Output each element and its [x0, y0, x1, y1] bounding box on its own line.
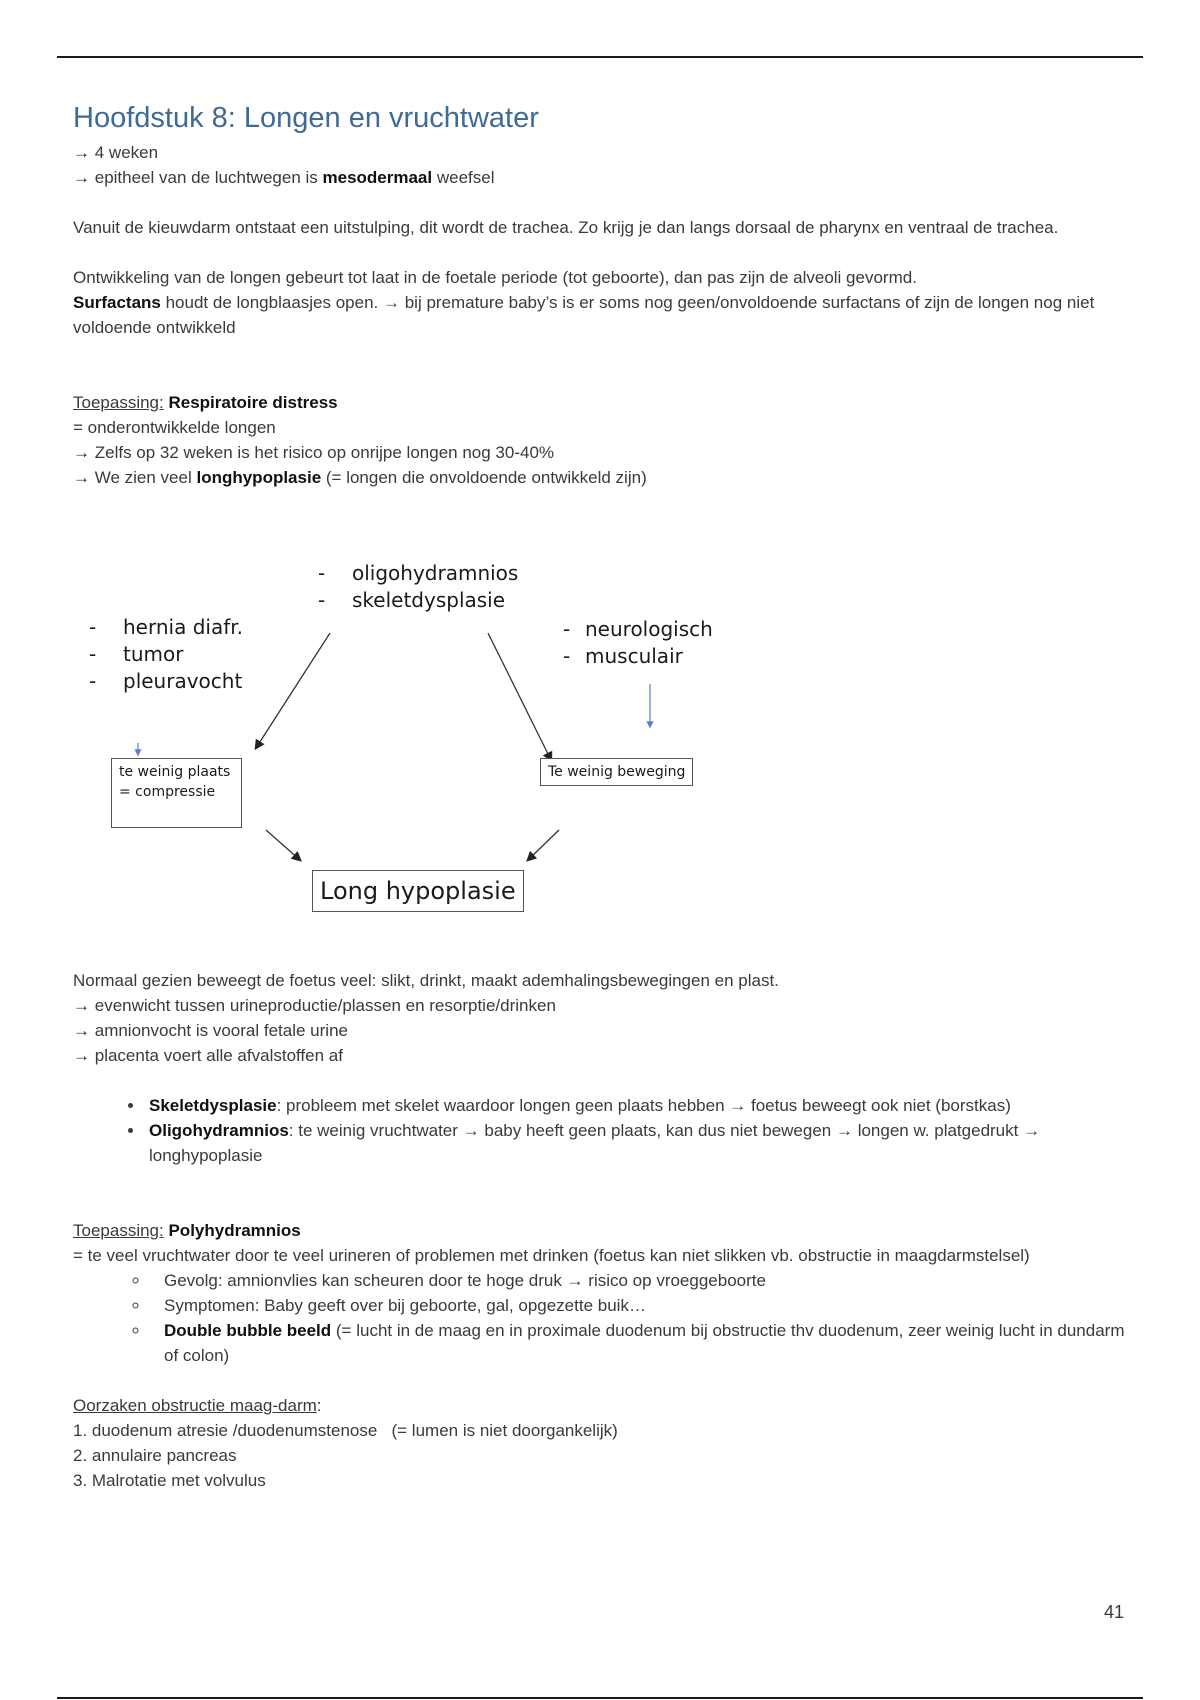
foetus-arrow-2: → amnionvocht is vooral fetale urine [73, 1021, 348, 1040]
box-te-weinig-beweging: Te weinig beweging [540, 758, 693, 786]
footer-rule [57, 1697, 1143, 1699]
list-item: ◦ Gevolg: amnionvlies kan scheuren door te hoge druk → risico op vroeggeboorte [150, 1268, 1133, 1293]
chapter-title: Hoofdstuk 8: Longen en vruchtwater [73, 102, 539, 134]
paragraph-surfactans: Surfactans houdt de longblaasjes open. → bij premature baby’s is er soms nog geen/onvoldoende surfactans of zijn de longen nog niet voldoende ontwikkeld [73, 293, 1095, 337]
arrow-top-to-left [256, 633, 330, 748]
header-rule [57, 56, 1143, 58]
application-heading-respiratoire: Toepassing: Respiratoire distress [73, 393, 338, 412]
intro-arrow-1: → 4 weken [73, 143, 159, 162]
diagram-top-item: - oligohydramnios [318, 561, 519, 585]
arrow-icon: → [73, 1021, 90, 1040]
arrow-icon: → [73, 168, 90, 187]
application-definition: = onderontwikkelde longen [73, 418, 276, 437]
diagram-left-item: - hernia diafr. [89, 615, 243, 639]
arrow-left-box-to-bottom [266, 830, 300, 860]
diagram-right-item: - musculair [563, 644, 683, 668]
page-number: 41 [1104, 1602, 1125, 1622]
application-arrow-2: → We zien veel longhypoplasie (= longen die onvoldoende ontwikkeld zijn) [73, 468, 647, 487]
paragraph-foetus-beweegt: Normaal gezien beweegt de foetus veel: slikt, drinkt, maakt ademhalingsbewegingen en plast. [73, 971, 779, 990]
arrow-icon: → [73, 468, 90, 487]
arrow-icon: → [73, 443, 90, 462]
box-long-hypoplasie: Long hypoplasie [312, 870, 524, 912]
arrow-top-to-right [488, 633, 551, 760]
diagram-right-item: - neurologisch [563, 617, 713, 641]
diagram-left-item: - pleuravocht [89, 669, 243, 693]
cause-item: 2. annulaire pancreas [73, 1446, 237, 1465]
cause-item: 3. Malrotatie met volvulus [73, 1471, 266, 1490]
diagram-right-list [563, 616, 713, 670]
cause-item: 1. duodenum atresie /duodenumstenose (= lumen is niet doorgankelijk) [73, 1421, 618, 1440]
diagram-left-list [89, 614, 243, 695]
arrow-right-box-to-bottom [528, 830, 559, 860]
arrow-icon: → [73, 1046, 90, 1065]
application-arrow-1: → Zelfs op 32 weken is het risico op onrijpe longen nog 30-40% [73, 443, 555, 462]
paragraph-longen-line1: Ontwikkeling van de longen gebeurt tot laat in de foetale periode (tot geboorte), dan pas zijn de alveoli gevormd. [73, 268, 917, 287]
diagram-top-list [318, 560, 518, 614]
diagram-left-item: - tumor [89, 642, 184, 666]
foetus-arrow-1: → evenwicht tussen urineproductie/plassen en resorptie/drinken [73, 996, 556, 1015]
page-content [73, 96, 1133, 1493]
list-item: • Oligohydramnios: te weinig vruchtwater → baby heeft geen plaats, kan dus niet bewegen → longen w. platgedrukt → longhypoplasie [145, 1118, 1133, 1168]
causes-heading: Oorzaken obstructie maag-darm: [73, 1396, 322, 1415]
foetus-arrow-3: → placenta voert alle afvalstoffen af [73, 1046, 343, 1065]
list-item: • Skeletdysplasie: probleem met skelet waardoor longen geen plaats hebben → foetus beweegt ook niet (borstkas) [145, 1093, 1133, 1118]
list-item: ◦ Double bubble beeld (= lucht in de maag en in proximale duodenum bij obstructie thv duodenum, zeer weinig lucht in dundarm of colon) [150, 1318, 1133, 1368]
box-te-weinig-plaats: te weinig plaats = compressie [111, 758, 242, 828]
paragraph-trachea: Vanuit de kieuwdarm ontstaat een uitstulping, dit wordt de trachea. Zo krijg je dan langs dorsaal de pharynx en ventraal de trachea. [73, 218, 1059, 237]
application-heading-polyhydramnios: Toepassing: Polyhydramnios [73, 1221, 301, 1240]
long-hypoplasie-diagram [73, 548, 733, 933]
arrow-icon: → [73, 996, 90, 1015]
cause-bullet-list [73, 1093, 1133, 1168]
list-item: ◦ Symptomen: Baby geeft over bij geboorte, gal, opgezette buik… [150, 1293, 1133, 1318]
polyhydramnios-list [73, 1268, 1133, 1368]
diagram-top-item: - skeletdysplasie [318, 588, 506, 612]
arrow-icon: → [73, 143, 90, 162]
intro-arrow-2: → epitheel van de luchtwegen is mesodermaal weefsel [73, 168, 495, 187]
application-definition: = te veel vruchtwater door te veel urineren of problemen met drinken (foetus kan niet slikken vb. obstructie in maagdarmstelsel) [73, 1246, 1030, 1265]
